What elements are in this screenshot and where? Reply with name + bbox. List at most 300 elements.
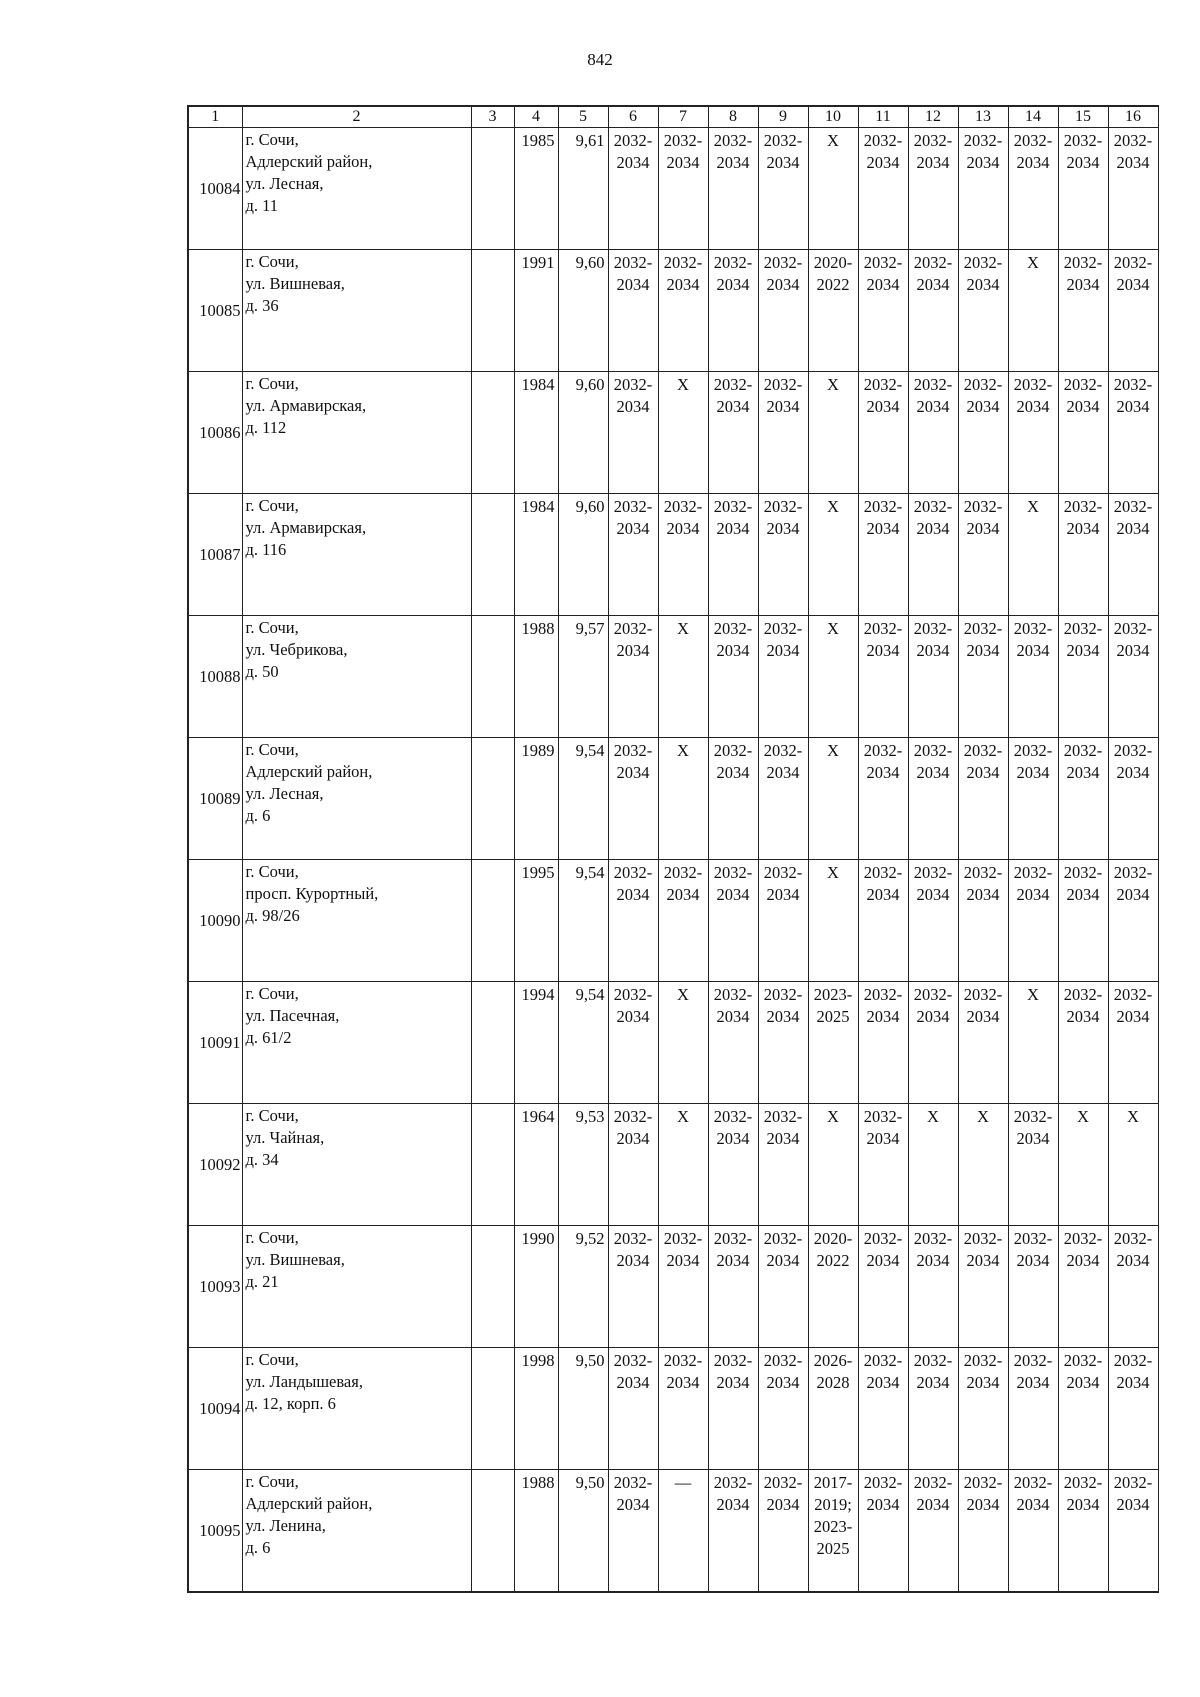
address-line: ул. Ландышевая, <box>245 1372 363 1391</box>
period-cell <box>708 1226 758 1348</box>
year-cell: 1991 <box>514 250 558 372</box>
column-header: 8 <box>708 106 758 128</box>
address-line: д. 50 <box>245 662 279 681</box>
period-line: 2032- <box>713 741 753 760</box>
period-line: 2032- <box>1063 863 1103 882</box>
period-line: 2032- <box>1113 741 1153 760</box>
period-line: 2034 <box>616 519 650 538</box>
period-cell <box>1058 1348 1108 1470</box>
period-line: X <box>1127 1107 1139 1126</box>
period-cell <box>1008 494 1058 616</box>
period-line: 2032- <box>613 1107 653 1126</box>
period-line: 2034 <box>866 275 900 294</box>
period-line: 2032- <box>863 1351 903 1370</box>
year-cell: 1998 <box>514 1348 558 1470</box>
column-header: 16 <box>1108 106 1158 128</box>
period-cell <box>858 128 908 250</box>
period-line: 2034 <box>866 1007 900 1026</box>
period-cell <box>858 738 908 860</box>
period-cell <box>1058 860 1108 982</box>
period-line: 2032- <box>1113 619 1153 638</box>
address-line: ул. Армавирская, <box>245 396 367 415</box>
header-row <box>188 106 1158 128</box>
period-line: 2034 <box>866 397 900 416</box>
period-cell <box>858 494 908 616</box>
period-line: 2019; <box>814 1495 852 1514</box>
address-line: г. Сочи, <box>245 740 299 759</box>
address-cell <box>242 982 471 1104</box>
period-cell <box>808 1226 858 1348</box>
period-cell <box>1008 128 1058 250</box>
period-line: 2032- <box>1063 985 1103 1004</box>
period-line: 2034 <box>616 885 650 904</box>
period-cell <box>1008 250 1058 372</box>
address-cell <box>242 128 471 250</box>
period-line: 2032- <box>1113 1351 1153 1370</box>
period-line: 2034 <box>966 763 1000 782</box>
period-line: 2034 <box>1116 275 1150 294</box>
index-cell: 9,54 <box>558 860 608 982</box>
period-cell <box>708 494 758 616</box>
object-id: 10087 <box>188 494 242 616</box>
year-cell: 1964 <box>514 1104 558 1226</box>
period-line: 2034 <box>966 1007 1000 1026</box>
table-row <box>188 738 1158 860</box>
period-line: 2034 <box>1016 1251 1050 1270</box>
address-line: ул. Лесная, <box>245 174 324 193</box>
period-cell <box>1008 738 1058 860</box>
period-cell <box>1108 616 1158 738</box>
period-cell <box>708 372 758 494</box>
address-cell <box>242 860 471 982</box>
period-cell <box>1008 1348 1058 1470</box>
address-line: г. Сочи, <box>245 862 299 881</box>
period-cell <box>1108 250 1158 372</box>
period-line: 2034 <box>766 275 800 294</box>
col3-cell <box>471 982 514 1104</box>
address-cell <box>242 738 471 860</box>
period-line: 2032- <box>1063 131 1103 150</box>
col3-cell <box>471 616 514 738</box>
period-line: 2034 <box>1116 641 1150 660</box>
table-row <box>188 250 1158 372</box>
period-line: 2034 <box>1066 1251 1100 1270</box>
period-line: 2032- <box>1013 619 1053 638</box>
period-line: 2034 <box>916 153 950 172</box>
period-line: 2032- <box>1013 741 1053 760</box>
period-cell <box>758 250 808 372</box>
period-cell <box>958 494 1008 616</box>
period-line: 2032- <box>663 497 703 516</box>
period-line: 2032- <box>1113 985 1153 1004</box>
period-cell <box>658 616 708 738</box>
period-line: 2034 <box>916 1007 950 1026</box>
period-cell <box>958 1226 1008 1348</box>
period-line: X <box>677 985 689 1004</box>
period-line: X <box>1077 1107 1089 1126</box>
index-cell: 9,50 <box>558 1470 608 1593</box>
period-cell <box>608 616 658 738</box>
index-cell: 9,54 <box>558 738 608 860</box>
period-line: X <box>977 1107 989 1126</box>
period-line: 2034 <box>866 641 900 660</box>
period-line: 2034 <box>916 763 950 782</box>
address-line: ул. Армавирская, <box>245 518 367 537</box>
address-cell <box>242 1226 471 1348</box>
period-line: X <box>677 741 689 760</box>
address-line: д. 11 <box>245 196 279 215</box>
period-cell <box>1108 372 1158 494</box>
period-cell <box>1108 1348 1158 1470</box>
period-cell <box>858 982 908 1104</box>
period-cell <box>1108 1470 1158 1593</box>
address-line: д. 116 <box>245 540 287 559</box>
period-line: 2032- <box>863 1107 903 1126</box>
period-line: 2034 <box>1016 885 1050 904</box>
period-cell <box>858 1226 908 1348</box>
address-line: г. Сочи, <box>245 496 299 515</box>
period-line: 2034 <box>966 519 1000 538</box>
period-line: 2034 <box>1066 1373 1100 1392</box>
period-cell <box>808 1348 858 1470</box>
period-cell <box>908 1348 958 1470</box>
address-line: г. Сочи, <box>245 618 299 637</box>
period-cell <box>958 860 1008 982</box>
period-cell <box>758 1104 808 1226</box>
address-line: ул. Лесная, <box>245 784 324 803</box>
period-line: 2034 <box>866 885 900 904</box>
column-header: 13 <box>958 106 1008 128</box>
period-cell <box>758 738 808 860</box>
period-line: 2034 <box>716 153 750 172</box>
period-line: 2034 <box>1066 885 1100 904</box>
index-cell: 9,57 <box>558 616 608 738</box>
period-cell <box>708 250 758 372</box>
period-line: 2034 <box>966 275 1000 294</box>
year-cell: 1985 <box>514 128 558 250</box>
table-row <box>188 616 1158 738</box>
period-line: 2025 <box>816 1539 850 1558</box>
object-id: 10092 <box>188 1104 242 1226</box>
period-line: 2032- <box>763 253 803 272</box>
period-line: 2034 <box>666 885 700 904</box>
page-number: 842 <box>587 50 613 69</box>
period-line: 2034 <box>866 1373 900 1392</box>
period-line: 2034 <box>866 519 900 538</box>
period-line: 2034 <box>716 275 750 294</box>
period-line: 2032- <box>963 253 1003 272</box>
period-line: 2032- <box>763 1351 803 1370</box>
period-line: 2032- <box>613 1351 653 1370</box>
column-header: 11 <box>858 106 908 128</box>
col3-cell <box>471 128 514 250</box>
period-cell <box>858 616 908 738</box>
period-line: 2034 <box>1116 1007 1150 1026</box>
period-line: 2032- <box>763 1473 803 1492</box>
period-line: 2032- <box>763 619 803 638</box>
period-line: 2034 <box>1116 153 1150 172</box>
period-line: 2034 <box>1016 641 1050 660</box>
object-id: 10091 <box>188 982 242 1104</box>
period-line: 2034 <box>616 1373 650 1392</box>
period-line: 2032- <box>863 863 903 882</box>
period-line: 2032- <box>1113 253 1153 272</box>
table-row <box>188 860 1158 982</box>
period-line: 2022 <box>816 275 850 294</box>
period-line: 2034 <box>716 763 750 782</box>
period-cell <box>958 1470 1008 1593</box>
period-cell <box>808 1104 858 1226</box>
period-line: 2034 <box>666 519 700 538</box>
period-cell <box>1058 372 1108 494</box>
index-cell: 9,50 <box>558 1348 608 1470</box>
period-line: 2032- <box>1113 1473 1153 1492</box>
address-line: г. Сочи, <box>245 374 299 393</box>
object-id: 10085 <box>188 250 242 372</box>
period-line: 2032- <box>713 131 753 150</box>
period-line: 2034 <box>766 1007 800 1026</box>
address-line: д. 61/2 <box>245 1028 292 1047</box>
period-cell <box>958 1104 1008 1226</box>
period-cell <box>758 1470 808 1593</box>
period-cell <box>958 372 1008 494</box>
period-line: 2034 <box>1116 1251 1150 1270</box>
index-cell: 9,60 <box>558 494 608 616</box>
period-line: 2020- <box>813 253 853 272</box>
period-line: 2032- <box>763 497 803 516</box>
period-line: 2034 <box>1066 397 1100 416</box>
table-row <box>188 1226 1158 1348</box>
period-line: 2034 <box>866 1495 900 1514</box>
period-line: 2034 <box>1066 1007 1100 1026</box>
period-line: 2032- <box>763 741 803 760</box>
period-line: X <box>677 375 689 394</box>
period-line: 2034 <box>616 275 650 294</box>
col3-cell <box>471 860 514 982</box>
column-header: 10 <box>808 106 858 128</box>
period-line: 2034 <box>916 641 950 660</box>
period-cell <box>858 1470 908 1593</box>
period-line: 2034 <box>716 519 750 538</box>
period-line: 2032- <box>713 985 753 1004</box>
table-row <box>188 1470 1158 1593</box>
period-line: 2032- <box>713 497 753 516</box>
period-line: 2034 <box>666 1251 700 1270</box>
period-line: X <box>827 619 839 638</box>
period-line: 2028 <box>816 1373 850 1392</box>
period-cell <box>908 1104 958 1226</box>
period-line: X <box>927 1107 939 1126</box>
period-line: 2032- <box>763 985 803 1004</box>
period-line: 2034 <box>616 1129 650 1148</box>
period-line: 2034 <box>666 153 700 172</box>
period-line: 2032- <box>1013 1229 1053 1248</box>
period-cell <box>1008 372 1058 494</box>
period-cell <box>758 860 808 982</box>
col3-cell <box>471 1348 514 1470</box>
period-line: 2034 <box>1066 153 1100 172</box>
address-cell <box>242 1470 471 1593</box>
period-cell <box>958 982 1008 1104</box>
period-cell <box>1058 738 1108 860</box>
period-line: 2034 <box>1066 1495 1100 1514</box>
period-line: 2032- <box>613 863 653 882</box>
column-header: 4 <box>514 106 558 128</box>
year-cell: 1988 <box>514 616 558 738</box>
period-line: 2034 <box>1016 397 1050 416</box>
period-line: 2032- <box>963 131 1003 150</box>
period-line: 2032- <box>963 741 1003 760</box>
period-line: 2032- <box>863 741 903 760</box>
address-line: ул. Вишневая, <box>245 274 345 293</box>
table-row <box>188 1104 1158 1226</box>
period-line: 2023- <box>813 985 853 1004</box>
address-line: г. Сочи, <box>245 1228 299 1247</box>
index-cell: 9,53 <box>558 1104 608 1226</box>
year-cell: 1989 <box>514 738 558 860</box>
period-cell <box>1058 250 1108 372</box>
period-line: X <box>827 131 839 150</box>
col3-cell <box>471 372 514 494</box>
period-cell <box>658 128 708 250</box>
period-line: 2034 <box>1066 519 1100 538</box>
period-line: 2032- <box>913 497 953 516</box>
period-line: 2032- <box>1063 253 1103 272</box>
period-cell <box>808 372 858 494</box>
period-line: 2032- <box>963 1229 1003 1248</box>
period-line: 2034 <box>866 1251 900 1270</box>
period-line: 2032- <box>913 375 953 394</box>
period-line: 2034 <box>1016 1129 1050 1148</box>
year-cell: 1984 <box>514 494 558 616</box>
period-line: 2034 <box>616 763 650 782</box>
period-line: 2032- <box>613 1229 653 1248</box>
period-line: 2034 <box>966 641 1000 660</box>
address-line: ул. Чебрикова, <box>245 640 348 659</box>
period-cell <box>658 982 708 1104</box>
period-line: 2032- <box>1063 375 1103 394</box>
table-body <box>188 106 1158 1592</box>
period-line: 2034 <box>716 1129 750 1148</box>
period-line: X <box>827 375 839 394</box>
period-line: 2032- <box>763 1229 803 1248</box>
period-line: X <box>827 863 839 882</box>
period-line: 2032- <box>913 741 953 760</box>
period-line: 2032- <box>613 1473 653 1492</box>
period-line: X <box>827 497 839 516</box>
period-cell <box>608 1104 658 1226</box>
period-line: 2032- <box>1063 1229 1103 1248</box>
period-line: 2034 <box>1116 1373 1150 1392</box>
period-cell <box>1108 128 1158 250</box>
address-line: г. Сочи, <box>245 984 299 1003</box>
period-line: 2034 <box>1116 885 1150 904</box>
period-line: 2034 <box>616 1495 650 1514</box>
period-line: 2032- <box>1063 1473 1103 1492</box>
column-header: 14 <box>1008 106 1058 128</box>
period-cell <box>858 1104 908 1226</box>
period-line: 2032- <box>713 1229 753 1248</box>
table-row <box>188 372 1158 494</box>
period-line: 2032- <box>1113 375 1153 394</box>
period-line: 2032- <box>963 1473 1003 1492</box>
period-line: 2034 <box>1116 763 1150 782</box>
period-line: 2034 <box>766 1495 800 1514</box>
index-cell: 9,54 <box>558 982 608 1104</box>
period-line: 2032- <box>763 131 803 150</box>
period-line: X <box>827 1107 839 1126</box>
period-line: 2032- <box>863 985 903 1004</box>
period-cell <box>608 1348 658 1470</box>
period-cell <box>1058 128 1108 250</box>
period-line: 2032- <box>713 253 753 272</box>
period-line: 2017- <box>813 1473 853 1492</box>
period-cell <box>1058 616 1108 738</box>
period-line: 2032- <box>613 375 653 394</box>
year-cell: 1990 <box>514 1226 558 1348</box>
period-line: 2032- <box>613 497 653 516</box>
period-cell <box>1008 860 1058 982</box>
period-line: 2032- <box>863 375 903 394</box>
period-cell <box>908 1470 958 1593</box>
period-line: 2034 <box>916 1373 950 1392</box>
period-line: 2032- <box>913 1473 953 1492</box>
period-cell <box>758 494 808 616</box>
period-line: X <box>1027 253 1039 272</box>
period-line: 2034 <box>716 1373 750 1392</box>
period-cell <box>708 1104 758 1226</box>
period-line: 2032- <box>663 131 703 150</box>
period-line: 2032- <box>1013 375 1053 394</box>
period-line: 2032- <box>1113 131 1153 150</box>
period-line: 2032- <box>613 741 653 760</box>
period-line: 2025 <box>816 1007 850 1026</box>
period-cell <box>1108 1104 1158 1226</box>
period-line: 2032- <box>1013 863 1053 882</box>
period-cell <box>608 128 658 250</box>
period-cell <box>608 1226 658 1348</box>
period-line: 2032- <box>713 1107 753 1126</box>
period-line: 2034 <box>716 1495 750 1514</box>
period-cell <box>1058 1226 1108 1348</box>
address-line: д. 6 <box>245 1538 271 1557</box>
period-line: 2032- <box>663 1351 703 1370</box>
period-line: 2032- <box>913 1351 953 1370</box>
address-line: г. Сочи, <box>245 1106 299 1125</box>
period-cell <box>908 372 958 494</box>
period-line: 2034 <box>766 519 800 538</box>
period-cell <box>1008 982 1058 1104</box>
period-cell <box>808 860 858 982</box>
year-cell: 1988 <box>514 1470 558 1593</box>
period-cell <box>708 128 758 250</box>
col3-cell <box>471 1226 514 1348</box>
period-line: 2034 <box>966 1373 1000 1392</box>
period-line: X <box>677 1107 689 1126</box>
period-line: 2032- <box>963 1351 1003 1370</box>
period-line: 2032- <box>663 1229 703 1248</box>
period-line: 2032- <box>763 863 803 882</box>
index-cell: 9,52 <box>558 1226 608 1348</box>
period-cell <box>658 1348 708 1470</box>
address-line: просп. Курортный, <box>245 884 379 903</box>
address-line: ул. Чайная, <box>245 1128 325 1147</box>
period-line: — <box>674 1473 692 1492</box>
period-cell <box>908 860 958 982</box>
period-line: 2032- <box>863 253 903 272</box>
period-line: 2034 <box>966 397 1000 416</box>
period-line: 2034 <box>766 641 800 660</box>
